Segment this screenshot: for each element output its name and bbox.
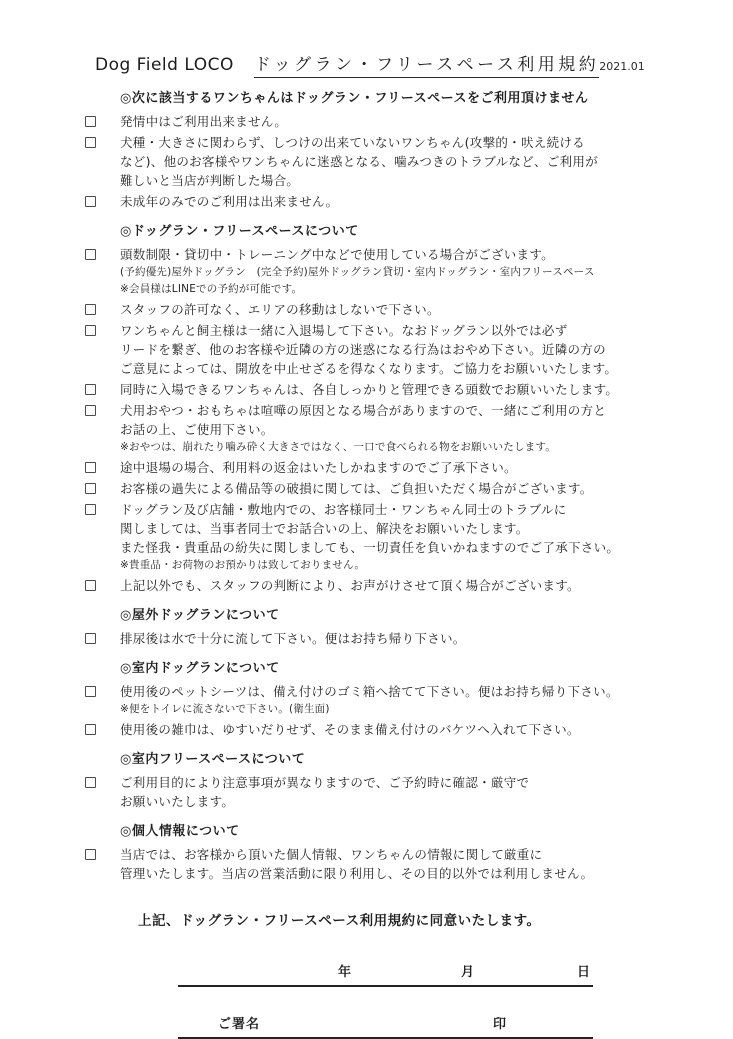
- item-checkbox[interactable]: [85, 849, 96, 860]
- rules-section: [85, 222, 663, 595]
- item-checkbox[interactable]: [85, 580, 96, 591]
- checklist-item: [85, 245, 663, 298]
- item-text-line: ご利用目的により注意事項が異なりますので、ご予約時に確認・厳守で: [120, 775, 530, 790]
- item-text: [120, 133, 663, 190]
- item-text-line: ドッグラン及び店舗・敷地内での、お客様同士・ワンちゃん同士のトラブルに: [120, 502, 567, 517]
- checklist-item: [85, 682, 663, 718]
- section-heading: ◎個人情報について: [120, 824, 240, 839]
- item-text: [120, 380, 663, 399]
- item-checkbox[interactable]: [85, 686, 96, 697]
- item-text-line: お客様の過失による備品等の破損に関しては、ご負担いただく場合がございます。: [120, 481, 593, 496]
- day-label: 日: [576, 965, 591, 980]
- rules-section: [85, 822, 663, 883]
- brand-title: Dog Field LOCO: [95, 55, 234, 75]
- section-heading: ◎屋外ドッグランについて: [120, 608, 280, 623]
- checklist-item: [85, 773, 663, 811]
- item-checkbox[interactable]: [85, 116, 96, 127]
- item-text-line: お話の上、ご使用下さい。: [120, 422, 274, 437]
- item-text-line: 同時に入場できるワンちゃんは、各自しっかりと管理できる頭数でお願いいたします。: [120, 382, 619, 397]
- item-text-line: 発情中はご利用出来ません。: [120, 114, 288, 129]
- item-text-line: 排尿後は水で十分に流して下さい。便はお持ち帰り下さい。: [120, 631, 466, 646]
- item-text: [120, 720, 663, 739]
- section-heading: ◎ドッグラン・フリースペースについて: [120, 224, 359, 239]
- checklist-item: [85, 321, 663, 378]
- item-text: [120, 245, 663, 298]
- item-text-line: 難しいと当店が判断した場合。: [120, 173, 300, 188]
- item-text: [120, 321, 663, 378]
- item-checkbox[interactable]: [85, 325, 96, 336]
- item-checkbox[interactable]: [85, 724, 96, 735]
- item-text-line: また怪我・貴重品の紛失に関しましても、一切責任を負いかねますのでご了承下さい。: [120, 540, 620, 555]
- item-note-line: ※便をトイレに流さないで下さい。(衛生面): [120, 703, 330, 715]
- item-text: [120, 845, 663, 883]
- item-text: [120, 629, 663, 648]
- item-text: [120, 773, 663, 811]
- month-label: 月: [461, 965, 476, 980]
- item-text-line: 使用後の雑巾は、ゆすいだりせず、そのまま備え付けのバケツへ入れて下さい。: [120, 722, 580, 737]
- checklist-item: [85, 479, 663, 498]
- checklist-item: [85, 133, 663, 190]
- item-text-line: 犬種・大きさに関わらず、しつけの出来ていないワンちゃん(攻撃的・吠え続ける: [120, 135, 585, 150]
- signature-fill-line[interactable]: [178, 1007, 593, 1039]
- item-checkbox[interactable]: [85, 462, 96, 473]
- item-checkbox[interactable]: [85, 137, 96, 148]
- rules-section: [85, 89, 663, 211]
- year-label: 年: [338, 965, 353, 980]
- item-text: [120, 300, 663, 319]
- section-heading: ◎次に該当するワンちゃんはドッグラン・フリースペースをご利用頂けません: [120, 91, 589, 106]
- item-note-line: ※貴重品・お荷物のお預かりは致しておりません。: [120, 559, 366, 571]
- item-text-line: お願いいたします。: [120, 794, 235, 809]
- item-text-line: 当店では、お客様から頂いた個人情報、ワンちゃんの情報に関して厳重に: [120, 847, 543, 862]
- checklist-item: [85, 629, 663, 648]
- checklist-item: [85, 500, 663, 574]
- item-checkbox[interactable]: [85, 196, 96, 207]
- date-fill-line[interactable]: [178, 955, 593, 987]
- item-text: [120, 479, 663, 498]
- checklist-item: [85, 112, 663, 131]
- checklist-item: [85, 845, 663, 883]
- rules-section: [85, 750, 663, 811]
- signature-label: ご署名: [218, 1017, 261, 1032]
- item-text: [120, 458, 663, 477]
- item-checkbox[interactable]: [85, 304, 96, 315]
- item-text: [120, 682, 663, 718]
- item-text: [120, 192, 663, 211]
- item-text-line: リードを繋ぎ、他のお客様や近隣の方の迷惑になる行為はおやめ下さい。近隣の方の: [120, 342, 606, 357]
- item-text: [120, 500, 663, 574]
- item-text-line: 管理いたします。当店の営業活動に限り利用し、その目的以外では利用しません。: [120, 866, 594, 881]
- revision-date: 2021.01: [599, 60, 645, 73]
- item-checkbox[interactable]: [85, 504, 96, 515]
- document-header: [95, 50, 645, 78]
- item-text-line: 犬用おやつ・おもちゃは喧嘩の原因となる場合がありますので、一緒にご利用の方と: [120, 403, 607, 418]
- item-text: [120, 576, 663, 595]
- section-heading: ◎室内ドッグランについて: [120, 661, 280, 676]
- item-text: [120, 401, 663, 456]
- agreement-statement: 上記、ドッグラン・フリースペース利用規約に同意いたします。: [138, 913, 541, 929]
- item-checkbox[interactable]: [85, 249, 96, 260]
- item-text-line: 使用後のペットシーツは、備え付けのゴミ箱へ捨てて下さい。便はお持ち帰り下さい。: [120, 684, 619, 699]
- item-checkbox[interactable]: [85, 483, 96, 494]
- item-note-line: ※会員様はLINEでの予約が可能です。: [120, 283, 303, 295]
- item-text-line: など)、他のお客様やワンちゃんに迷惑となる、噛みつきのトラブルなど、ご利用が: [120, 154, 599, 169]
- item-text-line: ワンちゃんと飼主様は一緒に入退場して下さい。なおドッグラン以外では必ず: [120, 323, 568, 338]
- item-checkbox[interactable]: [85, 777, 96, 788]
- item-checkbox[interactable]: [85, 405, 96, 416]
- rules-section: [85, 606, 663, 648]
- checklist-item: [85, 192, 663, 211]
- item-text-line: スタッフの許可なく、エリアの移動はしないで下さい。: [120, 302, 440, 317]
- item-checkbox[interactable]: [85, 633, 96, 644]
- item-text-line: 途中退場の場合、利用料の返金はいたしかねますのでご了承下さい。: [120, 460, 517, 475]
- checklist-item: [85, 720, 663, 739]
- checklist-item: [85, 300, 663, 319]
- checklist-item: [85, 401, 663, 456]
- item-checkbox[interactable]: [85, 384, 96, 395]
- rules-section: [85, 659, 663, 739]
- seal-label: 印: [493, 1017, 508, 1032]
- item-text-line: ご意見によっては、開放を中止せざるを得なくなります。ご協力をお願いいたします。: [120, 361, 618, 376]
- item-text-line: 頭数制限・貸切中・トレーニング中などで使用している場合がございます。: [120, 247, 554, 262]
- item-note-line: ※おやつは、崩れたり噛み砕く大きさではなく、一口で食べられる物をお願いいたします。: [120, 441, 556, 453]
- item-note-line: (予約優先)屋外ドッグラン (完全予約)屋外ドッグラン貸切・室内ドッグラン・室内フリースペース: [120, 266, 595, 278]
- item-text-line: 上記以外でも、スタッフの判断により、お声がけさせて頂く場合がございます。: [120, 578, 580, 593]
- checklist-item: [85, 458, 663, 477]
- section-heading: ◎室内フリースペースについて: [120, 752, 306, 767]
- rules-sections: [85, 89, 663, 883]
- checklist-item: [85, 576, 663, 595]
- item-text-line: 関しましては、当事者同士でお話合いの上、解決をお願いいたします。: [120, 521, 529, 536]
- checklist-item: [85, 380, 663, 399]
- item-text: [120, 112, 663, 131]
- page-title: ドッグラン・フリースペース利用規約: [254, 50, 599, 78]
- item-text-line: 未成年のみでのご利用は出来ません。: [120, 194, 339, 209]
